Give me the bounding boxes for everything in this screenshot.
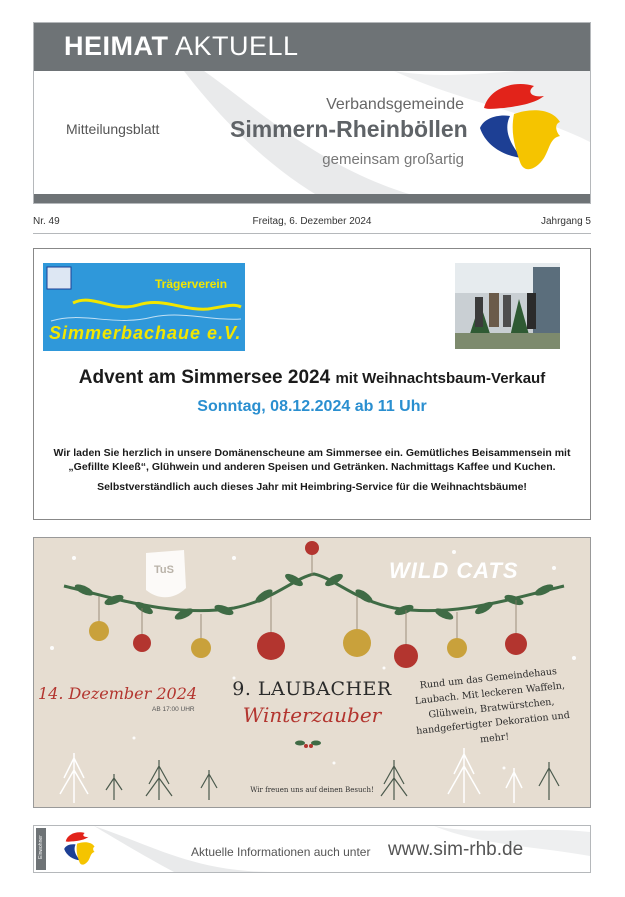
winter-time: AB 17:00 UHR <box>152 706 195 713</box>
footer-banner <box>33 825 591 873</box>
side-tag-label: Einwohner <box>38 835 44 859</box>
advent-title <box>34 367 590 389</box>
advent-body <box>40 446 584 500</box>
winterzauber-ad <box>33 537 591 808</box>
winter-footer-text: Wir freuen uns auf deinen Besuch! <box>250 786 374 794</box>
winter-title-line1: 9. LAUBACHER <box>232 678 392 700</box>
masthead <box>33 22 591 204</box>
wildcats-label: WILD CATS <box>389 558 519 583</box>
logo-line2: Simmerbachaue e.V. <box>49 323 242 343</box>
vg-slogan: gemeinsam großartig <box>322 151 464 168</box>
traegerverein-logo <box>43 263 245 351</box>
issue-info-line <box>33 216 591 234</box>
issue-number: Nr. 49 <box>33 216 60 227</box>
winter-description: Rund um das Gemeindehaus Laubach. Mit leckeren Waffeln, Glühwein, Bratwürstchen, handgefertigter Dekoration und mehr! <box>414 665 571 746</box>
advent-paragraph2: Selbstverständlich auch dieses Jahr mit Heimbring-Service für die Weihnachtsbäume! <box>97 481 527 493</box>
advent-paragraph1: Wir laden Sie herzlich in unsere Domänenscheune am Simmersee ein. Gemütliches Beisammensein mit „Gefillte Kleeß“, Glühwein und anderen Speisen und Getränken. Nachmittags Kaffee und Kuchen. <box>53 447 571 473</box>
winter-date: 14. Dezember 2024 <box>38 684 198 703</box>
issue-date: Freitag, 6. Dezember 2024 <box>252 216 372 227</box>
tree-sale-photo <box>455 263 560 349</box>
footer-url-link[interactable]: www.sim-rhb.de <box>388 839 524 860</box>
footer-text: Aktuelle Informationen auch unter <box>191 845 371 859</box>
issue-volume: Jahrgang 5 <box>540 216 591 227</box>
winter-title-line2: Winterzauber <box>242 703 382 727</box>
masthead-bottom-bar <box>34 194 590 203</box>
advent-title-sub: mit Weihnachtsbaum-Verkauf <box>335 370 546 387</box>
advent-ad <box>33 248 591 520</box>
vg-name: Simmern-Rheinböllen <box>230 116 468 142</box>
vg-lion-logo-small-icon <box>60 830 98 868</box>
advent-date: Sonntag, 08.12.2024 ab 11 Uhr <box>197 398 427 415</box>
masthead-title <box>64 31 299 62</box>
masthead-subtitle: Mitteilungsblatt <box>66 121 160 137</box>
title-bold: HEIMAT <box>64 31 169 61</box>
vg-lion-logo-icon <box>474 78 564 178</box>
advent-title-main: Advent am Simmersee 2024 <box>78 367 331 388</box>
vg-label: Verbandsgemeinde <box>326 96 464 113</box>
side-tag <box>36 828 46 870</box>
title-light: AKTUELL <box>175 31 299 61</box>
tus-label: TuS <box>154 564 174 576</box>
logo-line1: Trägerverein <box>155 277 228 291</box>
